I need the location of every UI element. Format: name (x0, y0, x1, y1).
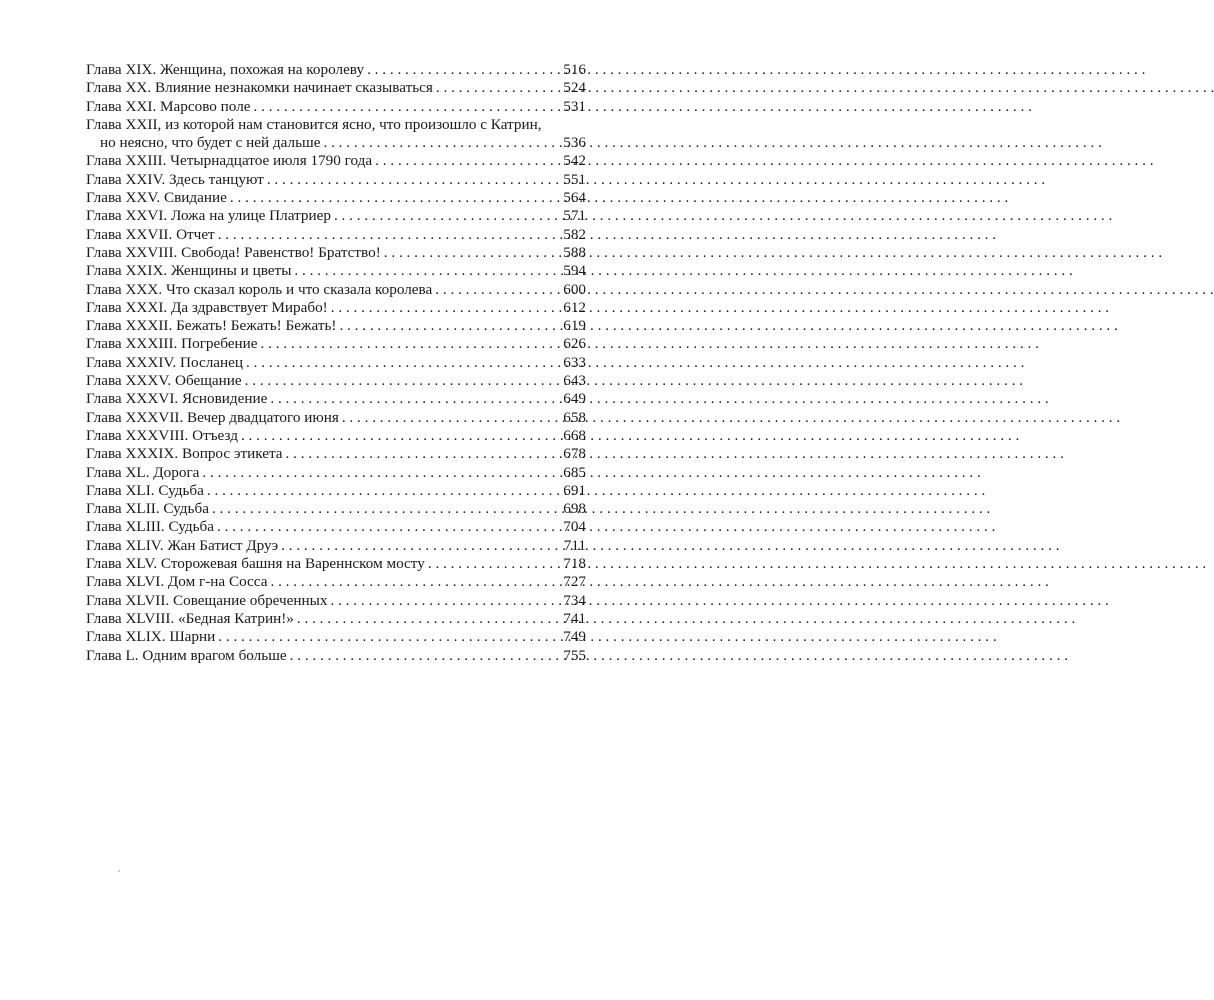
dot-leader (217, 518, 562, 536)
toc-entry-page: 524 (563, 79, 586, 97)
toc-entry-page: 698 (563, 500, 586, 518)
toc-entry (86, 281, 586, 299)
toc-entry-title: Глава XXVIII. Свобода! Равенство! Братство! (86, 243, 381, 261)
toc-entry (86, 390, 586, 408)
toc-entry-title: Глава XXXI. Да здравствует Мирабо! (86, 298, 328, 316)
toc-entry (86, 445, 586, 463)
toc-entry-page: 704 (563, 518, 586, 536)
toc-entry-page: 626 (563, 335, 586, 353)
dot-leader (261, 335, 563, 353)
toc-entry (86, 61, 586, 79)
toc-entry (86, 555, 586, 573)
toc-entry-title: Глава XLIX. Шарни (86, 628, 216, 646)
toc-entry-title: Глава XLIII. Судьба (86, 518, 214, 536)
dot-leader (436, 79, 562, 97)
dot-leader (334, 207, 562, 225)
toc-entry-page: 536 (563, 134, 586, 152)
dot-leader (297, 610, 562, 628)
dot-leader (323, 134, 562, 152)
toc-entry-title: Глава XLVII. Совещание обреченных (86, 591, 328, 609)
toc-entry (86, 152, 586, 170)
dot-leader (281, 537, 563, 555)
toc-entry-title: Глава XXXVIII. Отъезд (86, 426, 238, 444)
toc-entry-page: 600 (563, 280, 586, 298)
dot-leader (290, 647, 563, 665)
toc-entry (86, 226, 586, 244)
toc-entry-page: 633 (563, 353, 586, 371)
toc-entry-title: Глава XXXIV. Посланец (86, 353, 244, 371)
dot-leader (330, 592, 562, 610)
toc-entry-title: Глава XXXV. Обещание (86, 372, 242, 390)
toc-entry-page: 516 (563, 61, 586, 78)
toc-entry (86, 537, 586, 555)
toc-entry (86, 464, 586, 482)
toc-entry (86, 98, 586, 116)
toc-entry (86, 299, 586, 317)
dot-leader (286, 445, 563, 463)
toc-entry-page: 619 (563, 317, 586, 335)
toc-entry (86, 628, 586, 646)
toc-entry-title: Глава XX. Влияние незнакомки начинает сказываться (86, 79, 433, 97)
toc-entry-title: Глава XXXVII. Вечер двадцатого июня (86, 408, 339, 426)
toc-entry (86, 354, 586, 372)
toc-entry-title: Глава XLIV. Жан Батист Друэ (86, 536, 279, 554)
dot-leader (207, 482, 562, 500)
toc-entry (86, 244, 586, 262)
toc-entry-page: 551 (563, 170, 586, 188)
dot-leader (342, 409, 562, 427)
toc-entry-page: 531 (563, 97, 586, 115)
dot-leader (202, 464, 562, 482)
toc-entry (86, 189, 586, 207)
toc-entry (86, 335, 586, 353)
toc-entry-page: 542 (563, 152, 586, 170)
dot-leader (384, 244, 562, 262)
dot-leader (375, 152, 562, 170)
toc-entry-title: Глава XLII. Судьба (86, 500, 209, 518)
toc-entry-page: 582 (563, 225, 586, 243)
toc-entry-page: 734 (563, 591, 586, 609)
toc-entry-title: Глава XXXIX. Вопрос этикета (86, 445, 283, 463)
toc-entry (86, 647, 586, 665)
toc-entry-title: Глава XXX. Что сказал король и что сказала королева (86, 280, 433, 298)
toc-entry-title: Глава XXIII. Четырнадцатое июля 1790 года (86, 152, 373, 170)
toc-entry-title-line1: Глава XXII, из которой нам становится ясно, что произошло с Катрин, (86, 115, 542, 133)
toc-entry-title: Глава XXXIII. Погребение (86, 335, 258, 353)
dot-leader (270, 390, 562, 408)
toc-entry (86, 482, 586, 500)
toc-entry-page: 594 (563, 262, 586, 280)
scan-speck (118, 870, 120, 872)
dot-leader (245, 372, 563, 390)
toc-entry-page: 691 (563, 481, 586, 499)
toc-entry (86, 518, 586, 536)
toc-entry (86, 262, 586, 280)
toc-entry-page: 711 (563, 536, 586, 554)
toc-entry-title: Глава XL. Дорога (86, 463, 200, 481)
dot-leader (331, 299, 562, 317)
dot-leader (246, 354, 562, 372)
toc-entry-page: 658 (563, 408, 586, 426)
toc-entry (86, 171, 586, 189)
dot-leader (241, 427, 562, 445)
toc-entry-page: 727 (563, 573, 586, 591)
toc-entry-title: Глава XIX. Женщина, похожая на королеву (86, 61, 365, 78)
dot-leader (218, 628, 562, 646)
toc-entry (86, 573, 586, 591)
toc-entry-page: 741 (563, 609, 586, 627)
dot-leader (267, 171, 562, 189)
toc-entry-title: Глава XXIV. Здесь танцуют (86, 170, 264, 188)
toc-entry-page: 718 (563, 555, 586, 573)
toc-entry-title: Глава XXXII. Бежать! Бежать! Бежать! (86, 317, 337, 335)
toc-entry (86, 592, 586, 610)
toc-entry-page: 685 (563, 463, 586, 481)
toc-entry-title: Глава XLI. Судьба (86, 481, 204, 499)
toc-entry (86, 427, 586, 445)
toc-entry-title: Глава XXVI. Ложа на улице Платриер (86, 207, 331, 225)
toc-entry (86, 207, 586, 225)
toc-entry-page: 649 (563, 390, 586, 408)
toc-entry-title: Глава XLV. Сторожевая башня на Вареннском мосту (86, 555, 425, 573)
toc-entry-page: 571 (563, 207, 586, 225)
toc-entry-page: 749 (563, 628, 586, 646)
dot-leader (254, 98, 563, 116)
dot-leader (428, 555, 562, 573)
toc-entry (86, 116, 586, 153)
table-of-contents (86, 61, 586, 665)
toc-entry-title: Глава XLVIII. «Бедная Катрин!» (86, 609, 294, 627)
dot-leader (339, 317, 562, 335)
toc-entry-page: 588 (563, 243, 586, 261)
toc-entry-title: Глава L. Одним врагом больше (86, 646, 287, 664)
toc-entry (86, 610, 586, 628)
toc-entry-title: Глава XXI. Марсово поле (86, 97, 251, 115)
toc-entry-title: Глава XXVII. Отчет (86, 225, 215, 243)
toc-entry (86, 372, 586, 390)
toc-entry (86, 317, 586, 335)
toc-entry-title: Глава XLVI. Дом г-на Сосса (86, 573, 268, 591)
toc-entry-title: Глава XXIX. Женщины и цветы (86, 262, 292, 280)
dot-leader (294, 262, 562, 280)
dot-leader (367, 61, 562, 79)
dot-leader (270, 573, 562, 591)
toc-entry-title: Глава XXXVI. Ясновидение (86, 390, 268, 408)
toc-entry (86, 409, 586, 427)
dot-leader (218, 226, 563, 244)
toc-entry-continuation (86, 134, 586, 152)
toc-entry-page: 643 (563, 372, 586, 390)
toc-entry-page: 668 (563, 426, 586, 444)
dot-leader (212, 500, 562, 518)
dot-leader (230, 189, 562, 207)
toc-entry-title: но неясно, что будет с ней дальше (100, 134, 321, 152)
toc-entry (86, 79, 586, 97)
toc-entry-page: 612 (563, 298, 586, 316)
dot-leader (435, 281, 562, 299)
toc-entry-page: 755 (563, 646, 586, 664)
toc-entry (86, 500, 586, 518)
toc-entry-page: 678 (563, 445, 586, 463)
toc-entry-title: Глава XXV. Свидание (86, 189, 227, 207)
toc-entry-page: 564 (563, 189, 586, 207)
